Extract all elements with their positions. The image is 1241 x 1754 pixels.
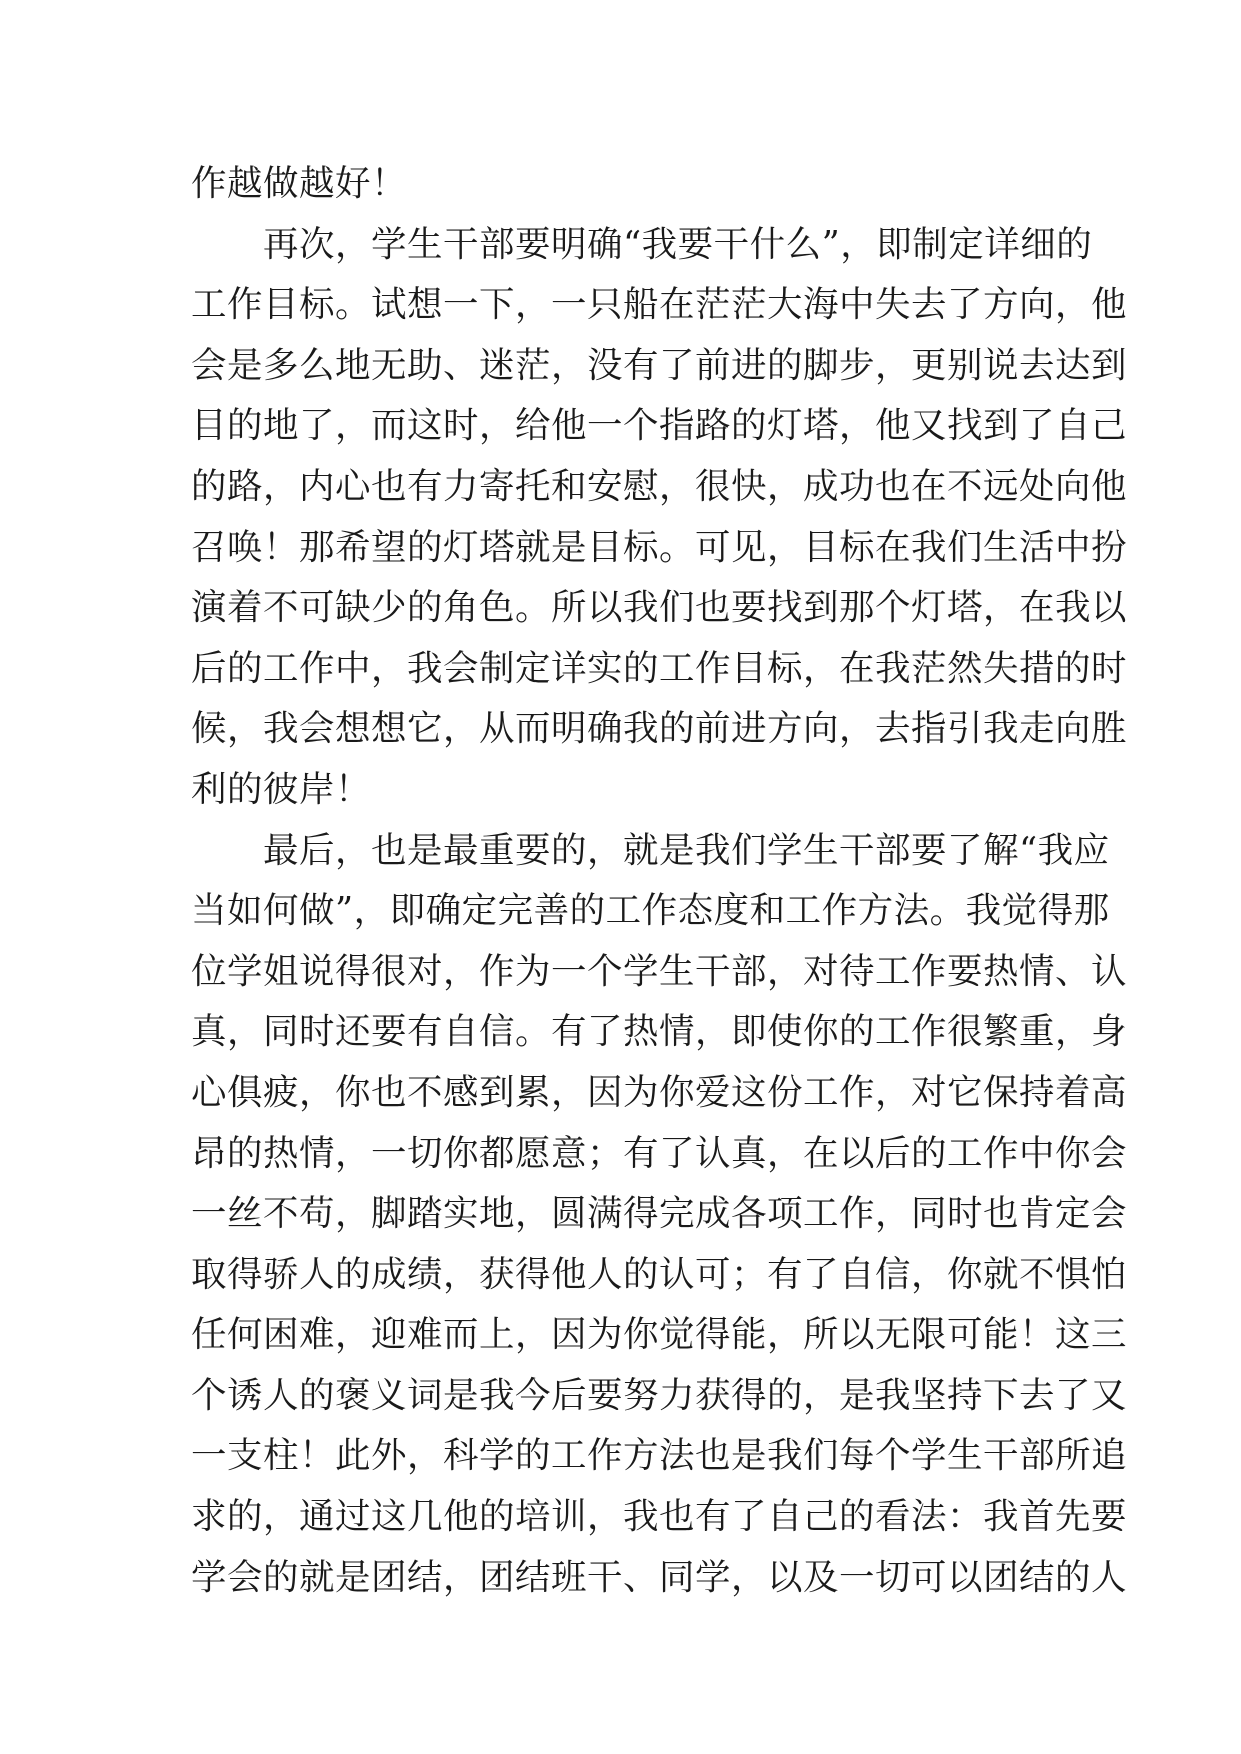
text-line: 一支柱！此外，科学的工作方法也是我们每个学生干部所追	[191, 1435, 1128, 1477]
text-line: 昂的热情，一切你都愿意；有了认真，在以后的工作中你会	[191, 1132, 1128, 1174]
body-text	[191, 154, 1128, 1608]
text-line: 学会的就是团结，团结班干、同学，以及一切可以团结的人	[191, 1556, 1128, 1598]
text-line: 后的工作中，我会制定详实的工作目标，在我茫然失措的时	[191, 647, 1128, 689]
text-line: 心俱疲，你也不感到累，因为你爱这份工作，对它保持着高	[191, 1071, 1128, 1113]
text-line: 真，同时还要有自信。有了热情，即使你的工作很繁重，身	[191, 1011, 1128, 1053]
text-line: 候，我会想想它，从而明确我的前进方向，去指引我走向胜	[191, 708, 1128, 750]
paragraph-start-line: 再次，学生干部要明确“我要干什么”，即制定详细的	[263, 223, 1093, 265]
text-line: 工作目标。试想一下，一只船在茫茫大海中失去了方向，他	[191, 284, 1128, 326]
paragraph-start-line: 最后，也是最重要的，就是我们学生干部要了解“我应	[263, 829, 1110, 871]
text-line: 取得骄人的成绩，获得他人的认可；有了自信，你就不惧怕	[191, 1253, 1128, 1295]
text-line: 演着不可缺少的角色。所以我们也要找到那个灯塔，在我以	[191, 587, 1128, 629]
text-line: 的路，内心也有力寄托和安慰，很快，成功也在不远处向他	[191, 465, 1128, 507]
text-line: 召唤！那希望的灯塔就是目标。可见，目标在我们生活中扮	[191, 526, 1128, 568]
text-line: 个诱人的褒义词是我今后要努力获得的，是我坚持下去了又	[191, 1374, 1128, 1416]
text-line: 求的，通过这几他的培训，我也有了自己的看法：我首先要	[191, 1496, 1128, 1538]
text-line: 位学姐说得很对，作为一个学生干部，对待工作要热情、认	[191, 950, 1128, 992]
text-line: 会是多么地无助、迷茫，没有了前进的脚步，更别说去达到	[191, 344, 1128, 386]
text-line: 当如何做”，即确定完善的工作态度和工作方法。我觉得那	[191, 890, 1110, 932]
text-line: 利的彼岸！	[191, 768, 372, 810]
text-line: 作越做越好！	[191, 163, 408, 204]
text-line: 一丝不苟，脚踏实地，圆满得完成各项工作，同时也肯定会	[191, 1193, 1128, 1235]
text-line: 任何困难，迎难而上，因为你觉得能，所以无限可能！这三	[191, 1314, 1128, 1356]
text-line: 目的地了，而这时，给他一个指路的灯塔，他又找到了自己	[191, 405, 1128, 447]
